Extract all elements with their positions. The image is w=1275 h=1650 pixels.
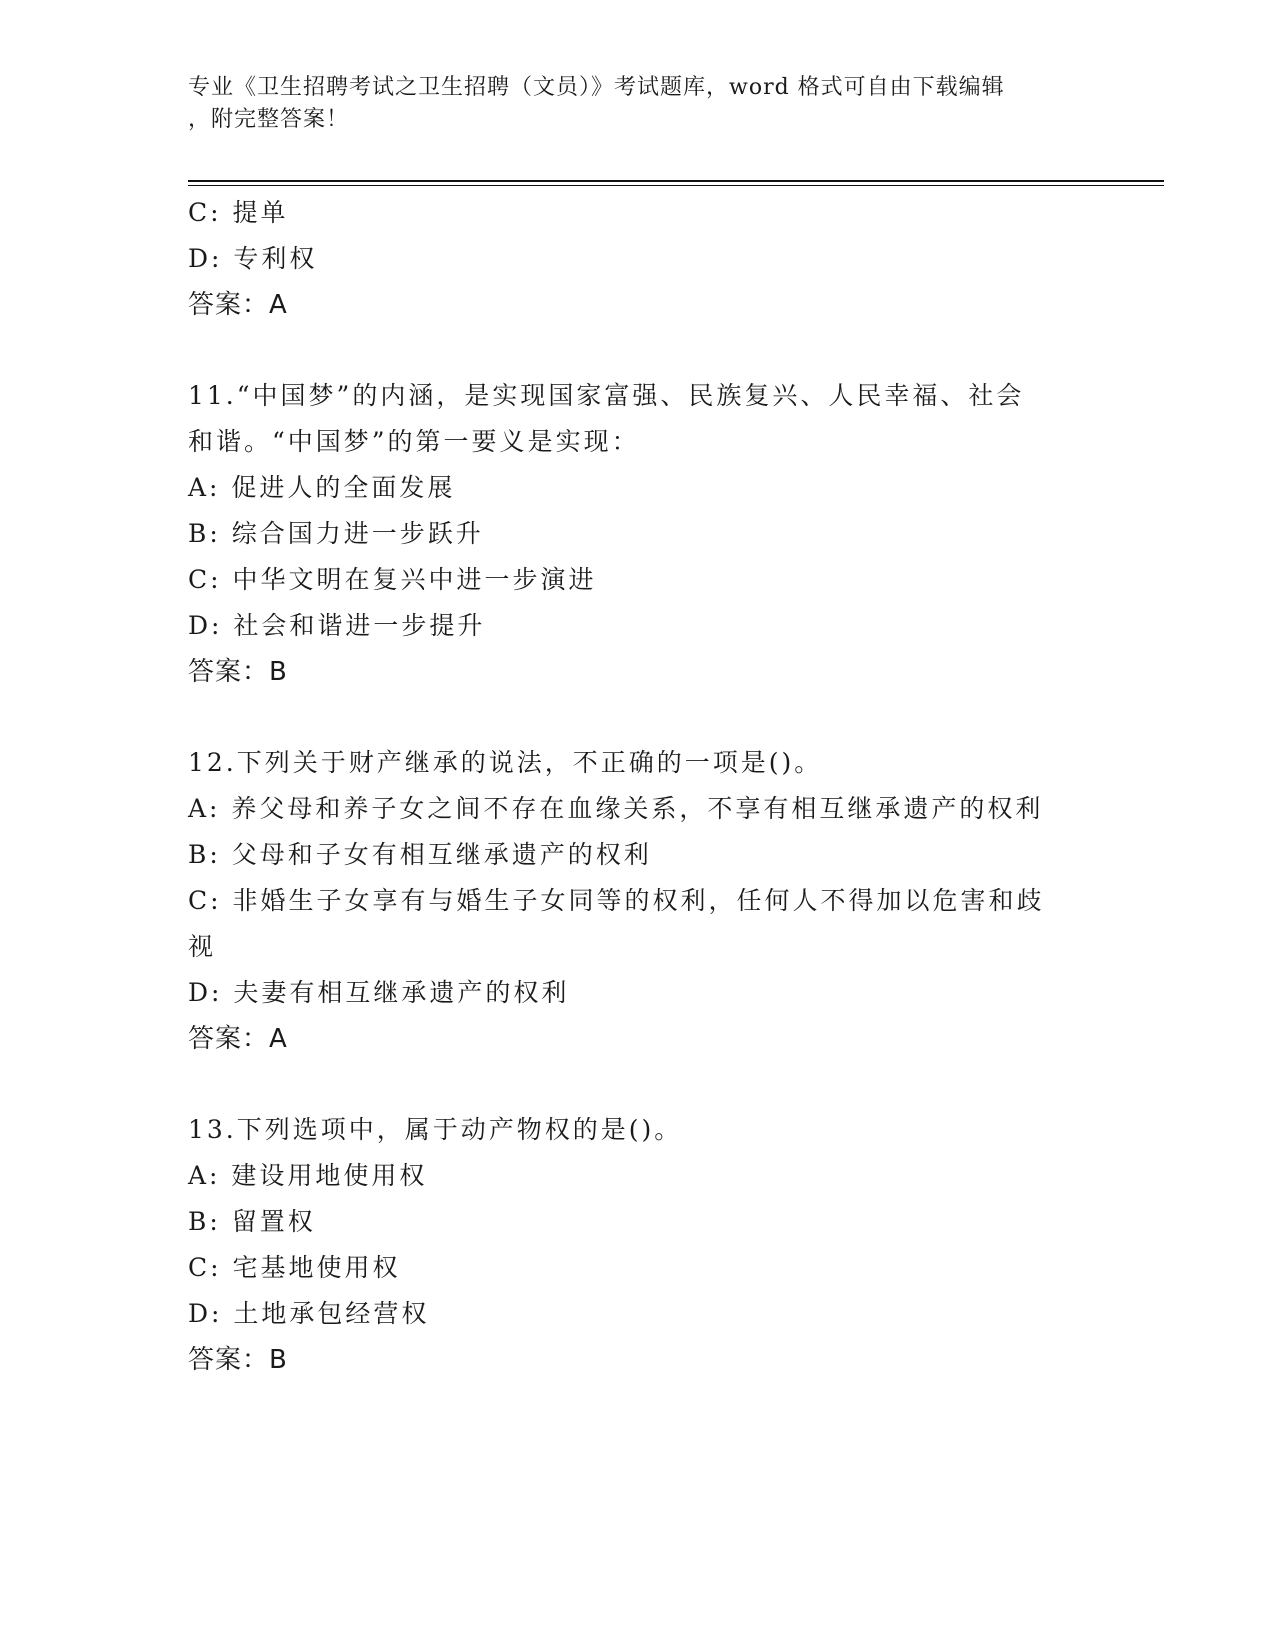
question-block-10-continued xyxy=(188,190,1088,328)
option-b: B: 综合国力进一步跃升 xyxy=(188,519,484,548)
option-b: B: 父母和子女有相互继承遗产的权利 xyxy=(188,840,652,869)
option-c: C: 宅基地使用权 xyxy=(188,1253,401,1282)
option-c-continued: 视 xyxy=(188,932,217,961)
answer-line: 答案：B xyxy=(188,657,288,687)
spacer xyxy=(188,328,1088,373)
question-stem-line-2: 和谐。“中国梦”的第一要义是实现： xyxy=(188,427,640,456)
header-title-line-1: 专业《卫生招聘考试之卫生招聘（文员）》考试题库，word 格式可自由下载编辑 xyxy=(188,75,1005,100)
question-block-12 xyxy=(188,740,1088,1062)
answer-line: 答案：A xyxy=(188,1024,288,1054)
option-a: A: 养父母和养子女之间不存在血缘关系，不享有相互继承遗产的权利 xyxy=(188,794,1044,823)
header-title-line-2: ，附完整答案！ xyxy=(188,107,350,132)
document-header xyxy=(188,72,1068,136)
answer-line: 答案：B xyxy=(188,1345,288,1375)
option-b: B: 留置权 xyxy=(188,1207,316,1236)
option-a: A: 促进人的全面发展 xyxy=(188,473,456,502)
question-block-11 xyxy=(188,373,1088,695)
spacer xyxy=(188,1062,1088,1107)
option-d: D: 社会和谐进一步提升 xyxy=(188,611,486,640)
option-d: D: 夫妻有相互继承遗产的权利 xyxy=(188,978,570,1007)
option-c: C: 提单 xyxy=(188,198,289,227)
question-stem-line-1: 13.下列选项中，属于动产物权的是()。 xyxy=(188,1115,683,1144)
spacer xyxy=(188,695,1088,740)
option-c: C: 中华文明在复兴中进一步演进 xyxy=(188,565,597,594)
question-list xyxy=(188,190,1088,1383)
option-d: D: 专利权 xyxy=(188,244,318,273)
option-c: C: 非婚生子女享有与婚生子女同等的权利，任何人不得加以危害和歧 xyxy=(188,886,1045,915)
header-divider-thin xyxy=(188,185,1164,186)
question-stem-line-1: 11.“中国梦”的内涵，是实现国家富强、民族复兴、人民幸福、社会 xyxy=(188,381,1025,410)
option-d: D: 土地承包经营权 xyxy=(188,1299,430,1328)
question-stem-line-1: 12.下列关于财产继承的说法，不正确的一项是()。 xyxy=(188,748,823,777)
answer-line: 答案：A xyxy=(188,290,288,320)
header-divider-thick xyxy=(188,180,1164,182)
question-block-13 xyxy=(188,1107,1088,1383)
option-a: A: 建设用地使用权 xyxy=(188,1161,428,1190)
